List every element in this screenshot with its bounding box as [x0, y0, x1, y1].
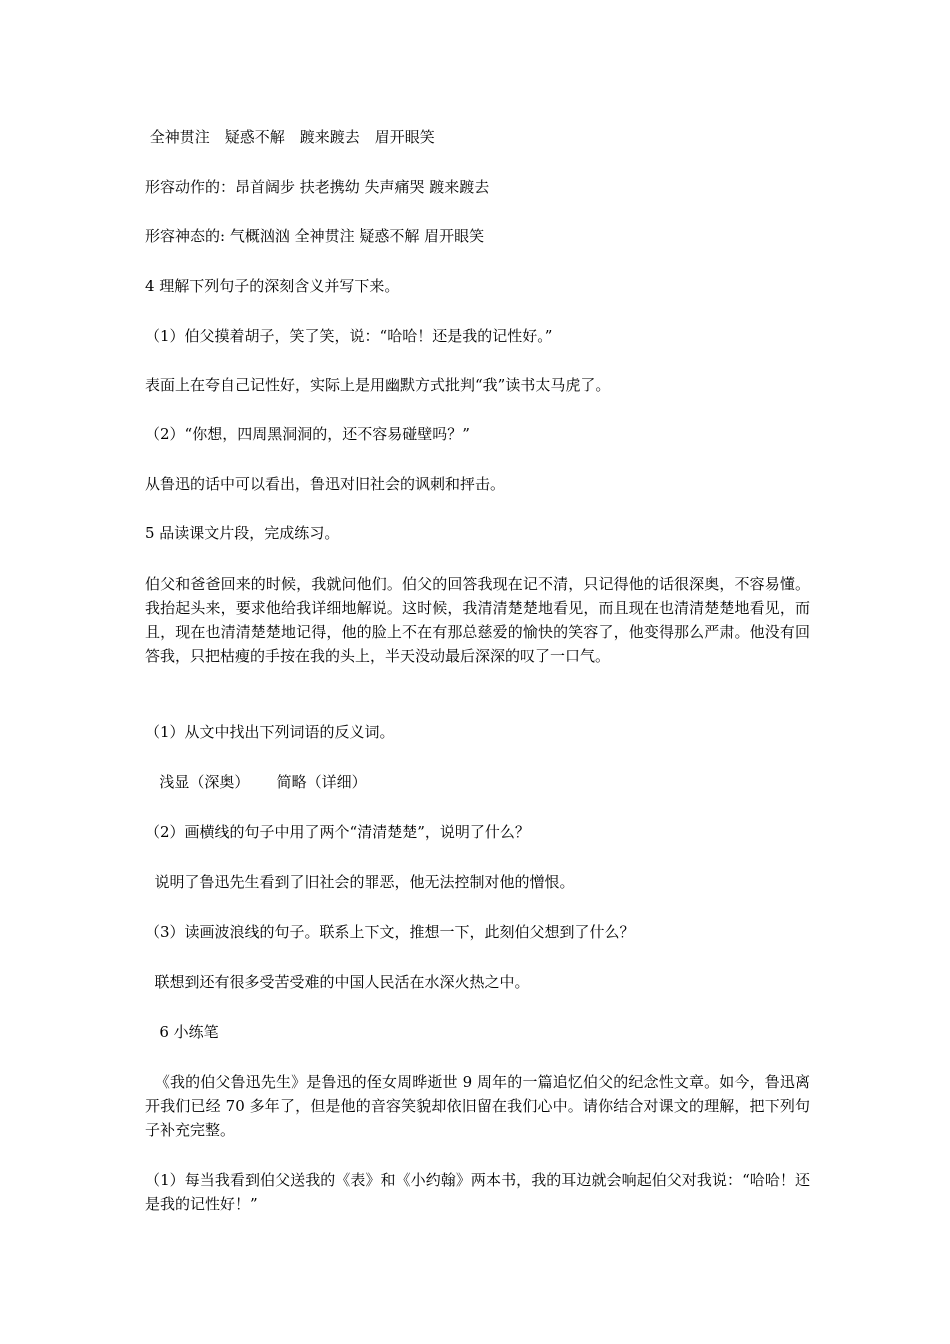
question-6-1: （1）每当我看到伯父送我的《表》和《小约翰》两本书，我的耳边就会响起伯父对我说：“哈哈！还是我的记性好！” [145, 1171, 810, 1213]
answer-5-1: 浅显（深奥） 简略（详细） [145, 773, 367, 791]
answer-5-3: 联想到还有很多受苦受难的中国人民活在水深火热之中。 [145, 973, 530, 991]
question-5-2: （2）画横线的句子中用了两个“清清楚楚”，说明了什么？ [145, 823, 530, 841]
answer-4-1: 表面上在夸自己记性好，实际上是用幽默方式批判“我”读书太马虎了。 [145, 376, 611, 394]
answer-4-2: 从鲁迅的话中可以看出，鲁迅对旧社会的讽刺和抨击。 [145, 475, 506, 493]
section-5-heading: 5 品读课文片段，完成练习。 [145, 524, 340, 542]
section-4-heading: 4 理解下列句子的深刻含义并写下来。 [145, 277, 400, 295]
section-6-intro: 《我的伯父鲁迅先生》是鲁迅的侄女周晔逝世 9 周年的一篇追忆伯父的纪念性文章。如今，鲁迅离开我们已经 70 多年了，但是他的音容笑貌却依旧留在我们心中。请你结合对课文的理解，把下列句子补充完整。 [145, 1073, 810, 1139]
question-5-3: （3）读画波浪线的句子。联系上下文，推想一下，此刻伯父想到了什么？ [145, 923, 635, 941]
question-4-2: （2）“你想，四周黑洞洞的，还不容易碰壁吗？” [145, 425, 470, 443]
question-5-1: （1）从文中找出下列词语的反义词。 [145, 723, 395, 741]
action-words-line: 形容动作的：昂首阔步 扶老携幼 失声痛哭 踱来踱去 [145, 178, 490, 196]
answer-5-2: 说明了鲁迅先生看到了旧社会的罪恶，他无法控制对他的憎恨。 [145, 873, 575, 891]
question-4-1: （1）伯父摸着胡子，笑了笑，说：“哈哈！还是我的记性好。” [145, 327, 553, 345]
expression-words-line: 形容神态的: 气概汹汹 全神贯注 疑惑不解 眉开眼笑 [145, 227, 485, 245]
word-list-line: 全神贯注 疑惑不解 踱来踱去 眉开眼笑 [145, 128, 435, 146]
reading-passage: 伯父和爸爸回来的时候，我就问他们。伯父的回答我现在记不清，只记得他的话很深奥，不容易懂。我抬起头来，要求他给我详细地解说。这时候，我清清楚楚地看见，而且现在也清清楚楚地看见，而且，现在也清清楚楚地记得，他的脸上不在有那总慈爱的愉快的笑容了，他变得那么严肃。他没有回答我，只把枯瘦的手按在我的头上，半天没动最后深深的叹了一口气。 [145, 575, 810, 665]
section-6-heading: 6 小练笔 [145, 1023, 219, 1041]
